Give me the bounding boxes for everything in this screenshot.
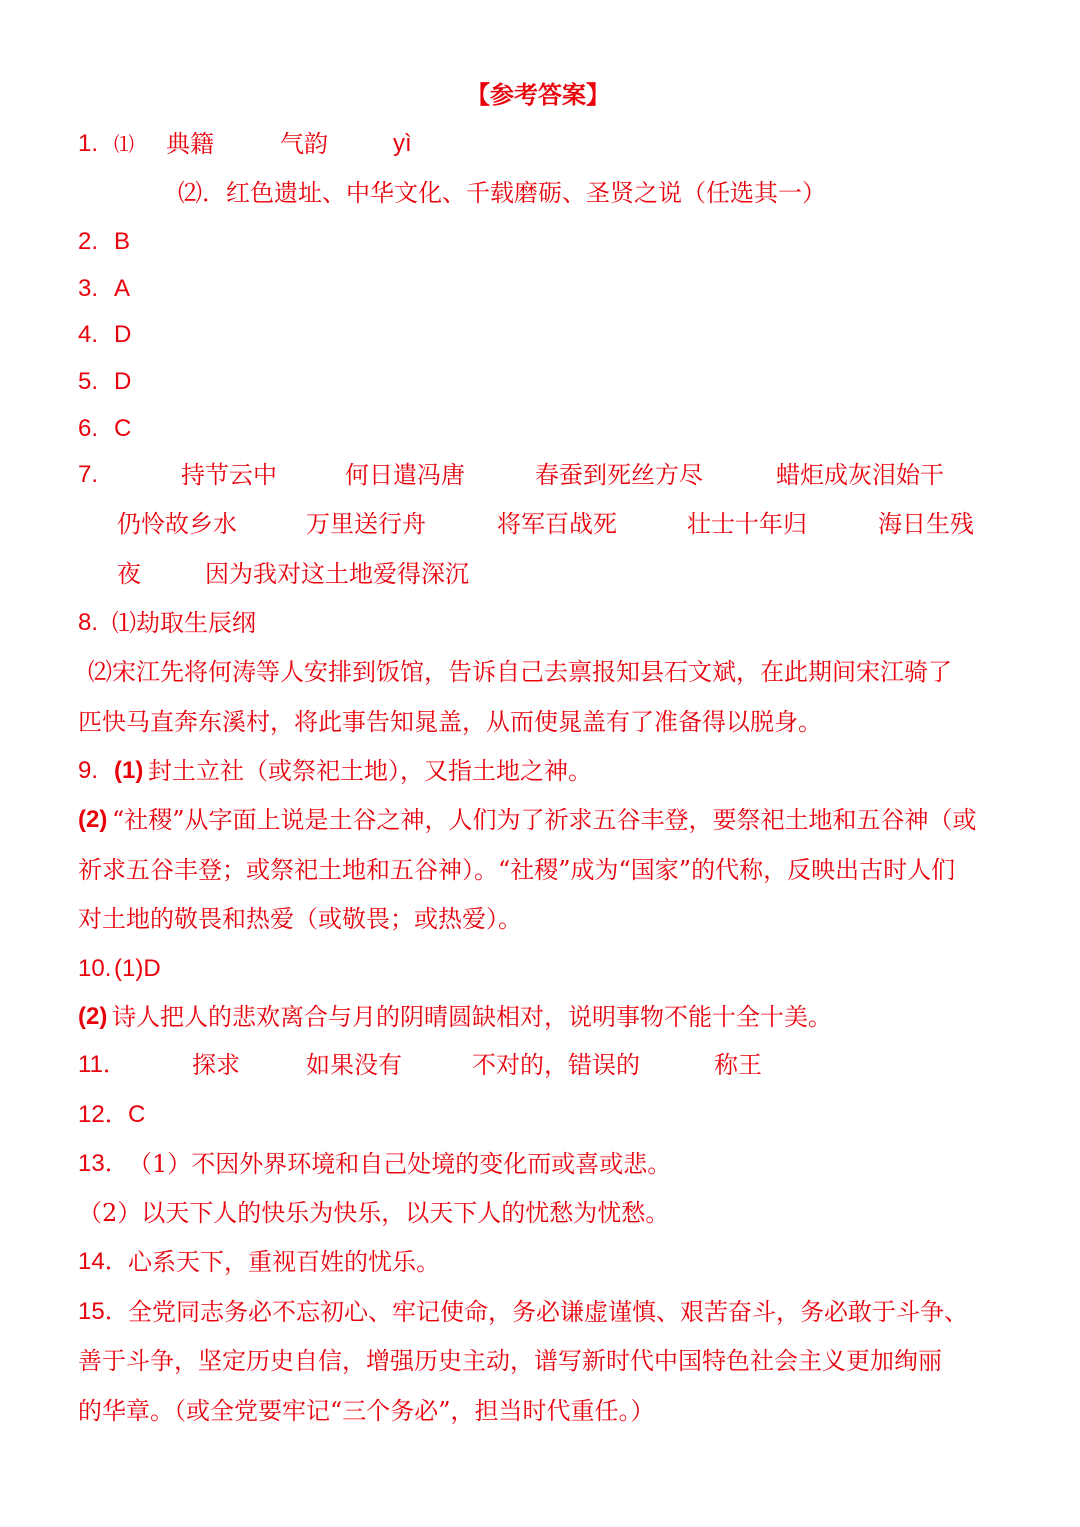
answer-text: 夜 <box>117 560 141 588</box>
answer-text: 心系天下，重视百姓的忧乐。 <box>128 1248 440 1276</box>
answer-text: 如果没有 <box>306 1051 402 1079</box>
sub-label: ⑴ <box>114 132 134 156</box>
answer-text: 蜡炬成灰泪始干 <box>776 461 944 489</box>
question-number: 6. <box>78 415 99 442</box>
question-number: 2. <box>78 228 99 255</box>
answer-9-part-2-cont: 祈求五谷丰登；或祭祀土地和五谷神）。“社稷”成为“国家”的代称，反映出古时人们 <box>78 856 956 884</box>
answer-text: 典籍 <box>166 130 214 158</box>
sub-label: (2) <box>78 806 108 833</box>
answer-8-part-2-cont: 匹快马直奔东溪村，将此事告知晁盖，从而使晁盖有了准备得以脱身。 <box>78 708 822 736</box>
answer-1-part-2: ⑵．红色遗址、中华文化、千载磨砺、圣贤之说（任选其一） <box>178 179 826 207</box>
answer-15-cont: 的华章。（或全党要牢记“三个务必”，担当时代重任。） <box>78 1397 655 1425</box>
answer-text: ⑴劫取生辰纲 <box>112 609 256 637</box>
answer-text: 称王 <box>714 1051 762 1079</box>
answer-13-part-2: （2）以天下人的快乐为快乐，以天下人的忧愁为忧愁。 <box>78 1199 670 1227</box>
answer-text: D <box>114 321 132 348</box>
question-number: 15． <box>78 1298 129 1325</box>
answer-text: 仍怜故乡水 <box>117 510 237 538</box>
answer-text: 何日遣冯唐 <box>345 461 465 489</box>
sub-label: (1) <box>114 757 144 784</box>
answer-text: C <box>128 1101 146 1128</box>
answer-text: 海日生残 <box>878 510 974 538</box>
answer-text: 不对的，错误的 <box>472 1051 640 1079</box>
answer-text: 将军百战死 <box>497 510 617 538</box>
answer-text: A <box>114 275 131 302</box>
question-number: 13． <box>78 1150 129 1177</box>
answer-text: yì <box>393 130 412 157</box>
answer-text: B <box>114 228 131 255</box>
answer-text: D <box>114 368 132 395</box>
answer-text: (1)D <box>114 955 161 982</box>
question-number: 5. <box>78 368 99 395</box>
answer-text: 持节云中 <box>181 461 277 489</box>
sub-label: (2) <box>78 1003 108 1030</box>
question-number: 1. <box>78 130 99 157</box>
question-number: 11． <box>78 1051 127 1078</box>
answer-text: 春蚕到死丝方尽 <box>535 461 703 489</box>
answer-text: 因为我对这土地爱得深沉 <box>205 560 469 588</box>
answer-8-part-2: ⑵宋江先将何涛等人安排到饭馆，告诉自己去禀报知县石文斌，在此期间宋江骑了 <box>88 658 952 686</box>
answer-text: （1）不因外界环境和自己处境的变化而或喜或悲。 <box>128 1150 672 1178</box>
answer-text: 万里送行舟 <box>306 510 426 538</box>
answer-text: 探求 <box>192 1051 240 1079</box>
answer-text: 气韵 <box>280 130 328 158</box>
question-number: 9. <box>78 757 99 784</box>
question-number: 8. <box>78 609 99 636</box>
answer-15-cont: 善于斗争，坚定历史自信，增强历史主动，谱写新时代中国特色社会主义更加绚丽 <box>78 1347 942 1375</box>
answer-text: 壮士十年归 <box>687 510 807 538</box>
question-number: 4. <box>78 321 99 348</box>
answer-9-part-2-cont: 对土地的敬畏和热爱（或敬畏；或热爱）。 <box>78 905 522 933</box>
answer-text: C <box>114 415 132 442</box>
answer-text: 全党同志务必不忘初心、牢记使命，务必谦虚谨慎、艰苦奋斗，务必敢于斗争、 <box>128 1298 968 1326</box>
question-number: 3. <box>78 275 99 302</box>
answer-text: 封土立社（或祭祀土地），又指土地之神。 <box>148 757 592 785</box>
question-number: 10. <box>78 955 112 982</box>
question-number: 14． <box>78 1248 129 1275</box>
question-number: 12． <box>78 1101 129 1128</box>
answer-text: 诗人把人的悲欢离合与月的阴晴圆缺相对，说明事物不能十全十美。 <box>112 1003 832 1031</box>
answer-text: “社稷”从字面上说是土谷之神，人们为了祈求五谷丰登，要祭祀土地和五谷神（或 <box>112 806 977 834</box>
question-number: 7. <box>78 461 99 488</box>
page-title: 【参考答案】 <box>466 80 610 109</box>
